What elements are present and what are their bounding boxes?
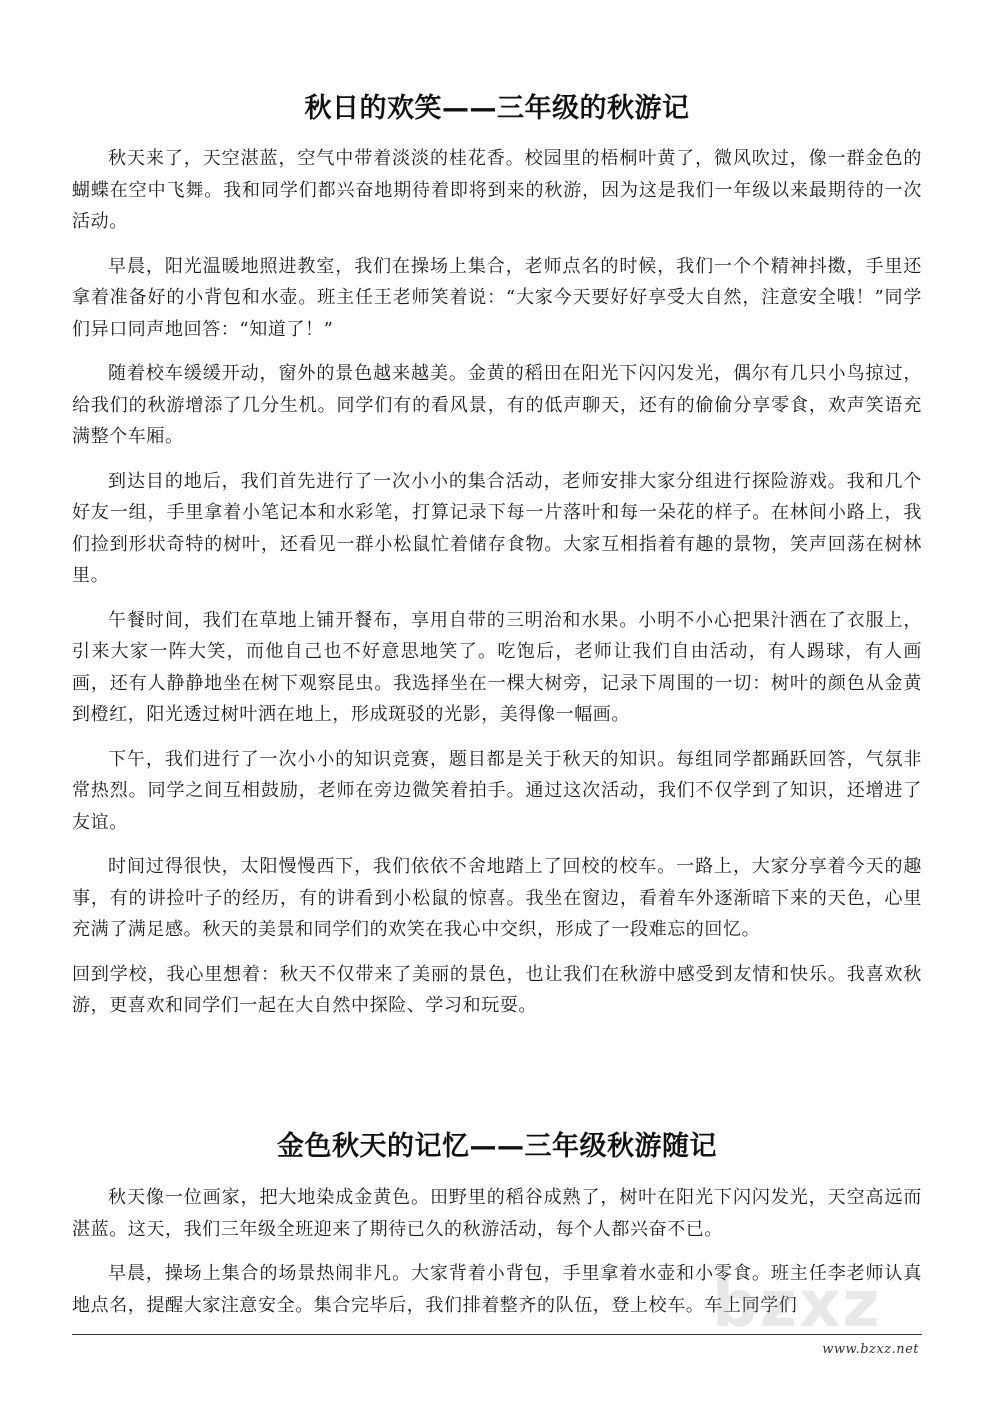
- article-title: 金色秋天的记忆——三年级秋游随记: [277, 1131, 717, 1162]
- paragraph: 时间过得很快，太阳慢慢西下，我们依依不舍地踏上了回校的校车。一路上，大家分享着今天的趣事，有的讲捡叶子的经历，有的讲看到小松鼠的惊喜。我坐在窗边，看着车外逐渐暗下来的天色，心里充满了满足感。秋天的美景和同学们的欢笑在我心中交织，形成了一段难忘的回忆。: [72, 856, 922, 940]
- footer-url: www.bzxz.net: [822, 1342, 919, 1357]
- article-body: [72, 143, 922, 1035]
- article-body: [72, 1182, 922, 1334]
- paragraph: 回到学校，我心里想着：秋天不仅带来了美丽的景色，也让我们在秋游中感受到友情和快乐。我喜欢秋游，更喜欢和同学们一起在大自然中探险、学习和玩耍。: [72, 963, 922, 1016]
- paragraph: 午餐时间，我们在草地上铺开餐布，享用自带的三明治和水果。小明不小心把果汁洒在了衣服上，引来大家一阵大笑，而他自己也不好意思地笑了。吃饱后，老师让我们自由活动，有人踢球，有人画画，还有人静静地坐在树下观察昆虫。我选择坐在一棵大树旁，记录下周围的一切：树叶的颜色从金黄到橙红，阳光透过树叶洒在地上，形成斑驳的光影，美得像一幅画。: [72, 609, 922, 725]
- watermark: bzxz: [712, 1268, 882, 1342]
- footer-divider: [72, 1334, 922, 1335]
- paragraph: 到达目的地后，我们首先进行了一次小小的集合活动，老师安排大家分组进行探险游戏。我和几个好友一组，手里拿着小笔记本和水彩笔，打算记录下每一片落叶和每一朵花的样子。在林间小路上，我们捡到形状奇特的树叶，还看见一群小松鼠忙着储存食物。大家互相指着有趣的景物，笑声回荡在树林里。: [72, 470, 922, 586]
- paragraph: 秋天像一位画家，把大地染成金黄色。田野里的稻谷成熟了，树叶在阳光下闪闪发光，天空高远而湛蓝。这天，我们三年级全班迎来了期待已久的秋游活动，每个人都兴奋不已。: [72, 1187, 922, 1240]
- paragraph: 随着校车缓缓开动，窗外的景色越来越美。金黄的稻田在阳光下闪闪发光，偶尔有几只小鸟掠过，给我们的秋游增添了几分生机。同学们有的看风景，有的低声聊天，还有的偷偷分享零食，欢声笑语充满整个车厢。: [72, 363, 922, 447]
- article-title: 秋日的欢笑——三年级的秋游记: [304, 93, 690, 124]
- paragraph: 早晨，操场上集合的场景热闹非凡。大家背着小背包，手里拿着水壶和小零食。班主任李老师认真地点名，提醒大家注意安全。集合完毕后，我们排着整齐的队伍，登上校车。车上同学们: [72, 1263, 922, 1316]
- paragraph: 秋天来了，天空湛蓝，空气中带着淡淡的桂花香。校园里的梧桐叶黄了，微风吹过，像一群金色的蝴蝶在空中飞舞。我和同学们都兴奋地期待着即将到来的秋游，因为这是我们一年级以来最期待的一次活动。: [72, 148, 922, 232]
- paragraph: 下午，我们进行了一次小小的知识竞赛，题目都是关于秋天的知识。每组同学都踊跃回答，气氛非常热烈。同学之间互相鼓励，老师在旁边微笑着拍手。通过这次活动，我们不仅学到了知识，还增进了友谊。: [72, 748, 922, 833]
- paragraph: 早晨，阳光温暖地照进教室，我们在操场上集合，老师点名的时候，我们一个个精神抖擞，手里还拿着准备好的小背包和水壶。班主任王老师笑着说：“大家今天要好好享受大自然，注意安全哦！”同学们异口同声地回答：“知道了！”: [72, 255, 922, 340]
